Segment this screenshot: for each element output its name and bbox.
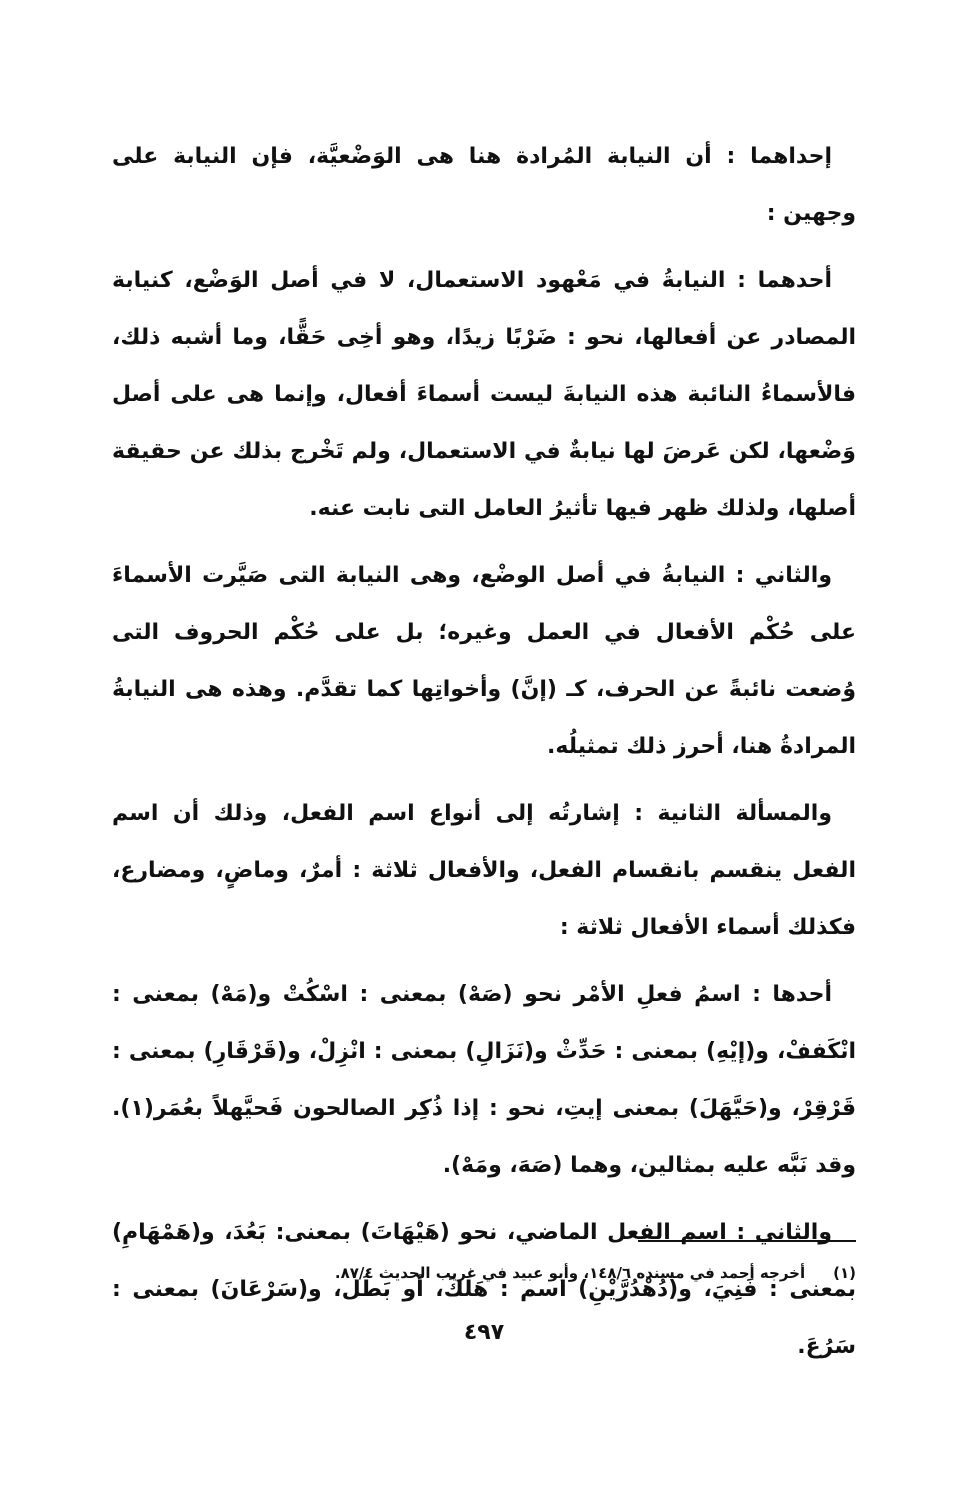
footnote [112,1260,856,1286]
paragraph-second-kind: والثاني : النيابةُ في أصل الوضْع، وهى النيابة التى صَيَّرت الأسماءَ على حُكْم الأفعال في العمل وغيره؛ بل على حُكْم الحروف التى وُضعت نائبةً عن الحرف، كـ (إنَّ) وأخواتِها كما تقدَّم. وهذه هى النيابةُ المرادةُ هنا، أحرز ذلك تمثيلُه. [112,563,856,759]
footnote-divider [638,1240,856,1242]
footnote-number: (١) [833,1264,856,1282]
paragraph-second-issue: والمسألة الثانية : إشارتُه إلى أنواع اسم الفعل، وذلك أن اسم الفعل ينقسم بانقسام الفعل، والأفعال ثلاثة : أمرٌ، وماضٍ، ومضارع، فكذلك أسماء الأفعال ثلاثة : [112,801,856,940]
main-text [112,128,856,1385]
paragraph-intro: إحداهما : أن النيابة المُرادة هنا هى الوَضْعيَّة، فإن النيابة على وجهين : [112,144,856,226]
paragraph-imperative: أحدها : اسمُ فعلِ الأمْر نحو (صَهْ) بمعنى : اسْكُتْ و(مَهْ) بمعنى : انْكَففْ، و(إيْهِ) بمعنى : حَدِّثْ و(نَزَالِ) بمعنى : انْزِلْ، و(قَرْقَارِ) بمعنى : قَرْقِرْ، و(حَيَّهَلَ) بمعنى إيتِ، نحو : إذا ذُكِر الصالحون فَحيَّهلاً بعُمَر(١). وقد نَبَّه عليه بمثالين، وهما (صَهَ، ومَهْ). [112,982,856,1178]
footnote-text: أخرجه أحمد في مسنده ١٤٨/٦، وأبو عبيد في غريب الحديث ٨٧/٤. [334,1264,806,1282]
paragraph-first-kind: أحدهما : النيابةُ في مَعْهود الاستعمال، لا في أصل الوَضْع، كنيابة المصادر عن أفعالها، نحو : ضَرْبًا زيدًا، وهو أخِى حَقًّا، وما أشبه ذلك، فالأسماءُ النائبة هذه النيابةَ ليست أسماءَ أفعال، وإنما هى على أصل وَضْعها، لكن عَرضَ لها نيابةٌ في الاستعمال، ولم تَخْرج بذلك عن حقيقة أصلها، ولذلك ظهر فيها تأثيرُ العامل التى نابت عنه. [112,268,856,521]
page-number: ٤٩٧ [463,1320,505,1345]
paragraph-past: والثاني : اسم الفعل الماضي، نحو (هَيْهَاتَ) بمعنى: بَعُدَ، و(هَمْهَامِ) بمعنى : فَنِيَ، و(دُهْدُرَّيْنِ) اسم : هَلَكَ، أو بَطَل، و(سَرْعَانَ) بمعنى : سَرُعَ. [112,1220,856,1359]
